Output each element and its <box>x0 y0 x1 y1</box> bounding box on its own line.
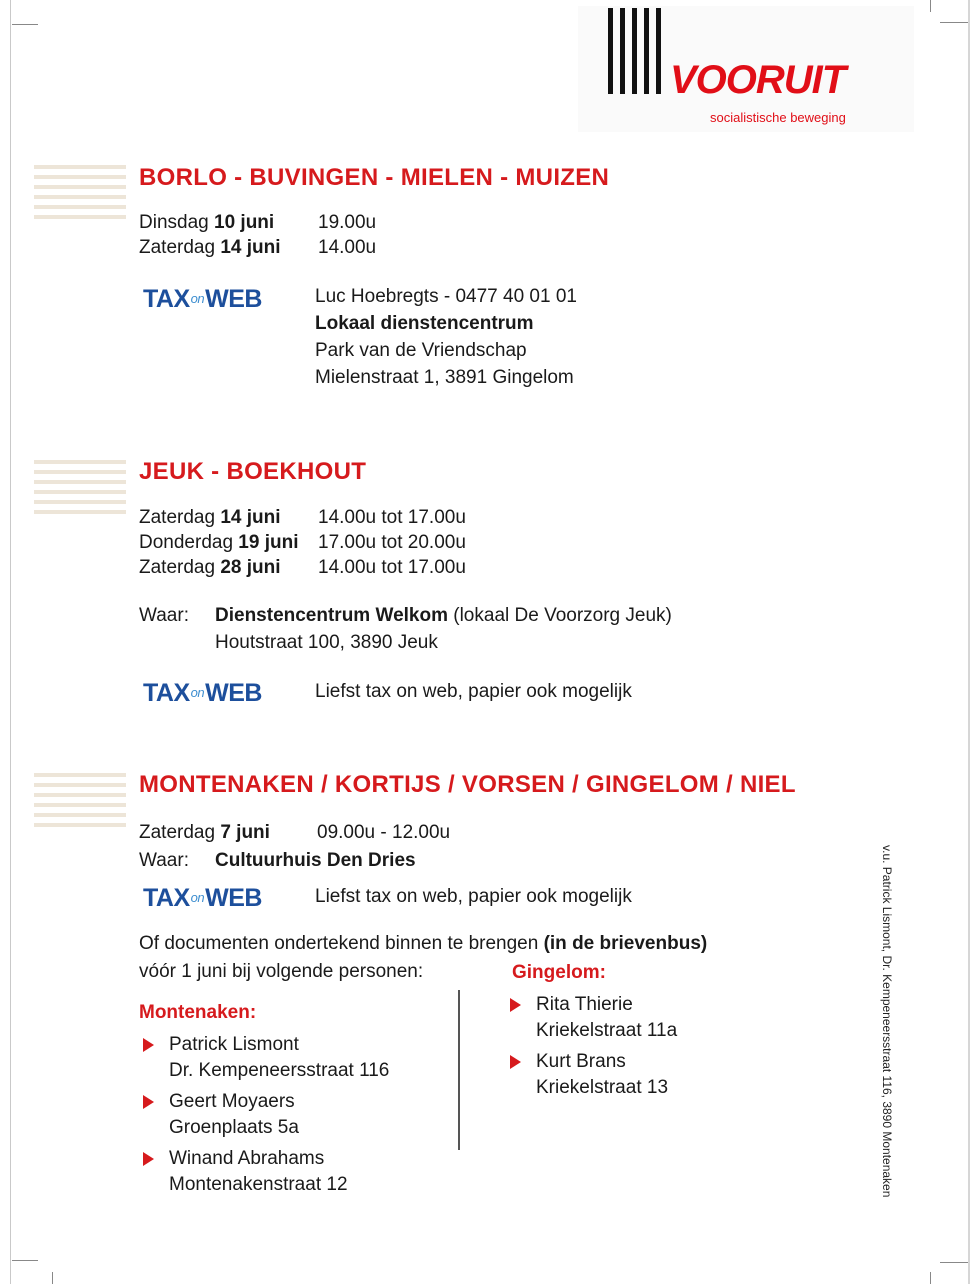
tax-on-web-logo: TAXonWEB <box>143 285 262 313</box>
section3-date: Zaterdag 7 juni <box>139 822 270 843</box>
montenaken-label: Montenaken: <box>139 1002 257 1023</box>
section1-contact: Luc Hoebregts - 0477 40 01 01 <box>315 286 577 307</box>
section1-place-line2: Park van de Vriendschap <box>315 340 527 361</box>
section3-tow-note: Liefst tax on web, papier ook mogelijk <box>315 886 632 907</box>
section3-docs-line2: vóór 1 juni bij volgende personen: <box>139 961 424 982</box>
page-edge-right <box>968 0 970 1284</box>
section1-place-name: Lokaal dienstencentrum <box>315 313 534 334</box>
crop-mark <box>12 1260 38 1261</box>
bullet-triangle-icon <box>510 998 521 1012</box>
person-entry: Patrick Lismont Dr. Kempeneersstraat 116 <box>169 1032 389 1084</box>
tax-on-web-logo: TAXonWEB <box>143 679 262 707</box>
section-stripes-icon <box>34 460 126 520</box>
section2-heading: JEUK - BOEKHOUT <box>139 458 367 485</box>
bullet-triangle-icon <box>143 1152 154 1166</box>
page-edge-left <box>10 0 11 1284</box>
logo-tagline: socialistische beweging <box>710 110 846 125</box>
section3-time: 09.00u - 12.00u <box>317 822 451 843</box>
vooruit-logo <box>578 6 914 132</box>
section-stripes-icon <box>34 773 126 833</box>
bullet-triangle-icon <box>510 1055 521 1069</box>
section3-waar-location: Cultuurhuis Den Dries <box>215 850 416 871</box>
section2-tow-note: Liefst tax on web, papier ook mogelijk <box>315 681 632 702</box>
logo-wordmark: VOORUIT <box>670 58 846 102</box>
crop-mark <box>930 1272 931 1284</box>
crop-mark <box>52 1272 53 1284</box>
bullet-triangle-icon <box>143 1038 154 1052</box>
person-entry: Winand Abrahams Montenakenstraat 12 <box>169 1146 348 1198</box>
crop-mark <box>12 24 38 25</box>
tax-on-web-logo: TAXonWEB <box>143 884 262 912</box>
section3-heading: MONTENAKEN / KORTIJS / VORSEN / GINGELOM / NIEL <box>139 771 796 798</box>
section3-waar-label: Waar: <box>139 850 189 871</box>
logo-bars-icon <box>608 8 664 94</box>
section2-waar-address: Houtstraat 100, 3890 Jeuk <box>215 632 438 653</box>
person-entry: Geert Moyaers Groenplaats 5a <box>169 1089 299 1141</box>
crop-mark <box>930 0 931 12</box>
column-divider <box>458 990 460 1150</box>
gingelom-label: Gingelom: <box>512 962 606 983</box>
bullet-triangle-icon <box>143 1095 154 1109</box>
section3-docs-line1: Of documenten ondertekend binnen te brengen (in de brievenbus) <box>139 933 708 954</box>
colophon: v.u. Patrick Lismont, Dr. Kempeneersstraat 116, 3890 Montenaken <box>880 845 894 1198</box>
crop-mark <box>940 22 968 23</box>
person-entry: Kurt Brans Kriekelstraat 13 <box>536 1049 668 1101</box>
section1-place-line3: Mielenstraat 1, 3891 Gingelom <box>315 367 574 388</box>
section2-waar-location: Dienstencentrum Welkom (lokaal De Voorzorg Jeuk) <box>215 605 672 626</box>
crop-mark <box>940 1262 968 1263</box>
section-stripes-icon <box>34 165 126 225</box>
person-entry: Rita Thierie Kriekelstraat 11a <box>536 992 677 1044</box>
section2-waar-label: Waar: <box>139 605 189 626</box>
section1-heading: BORLO - BUVINGEN - MIELEN - MUIZEN <box>139 164 610 191</box>
